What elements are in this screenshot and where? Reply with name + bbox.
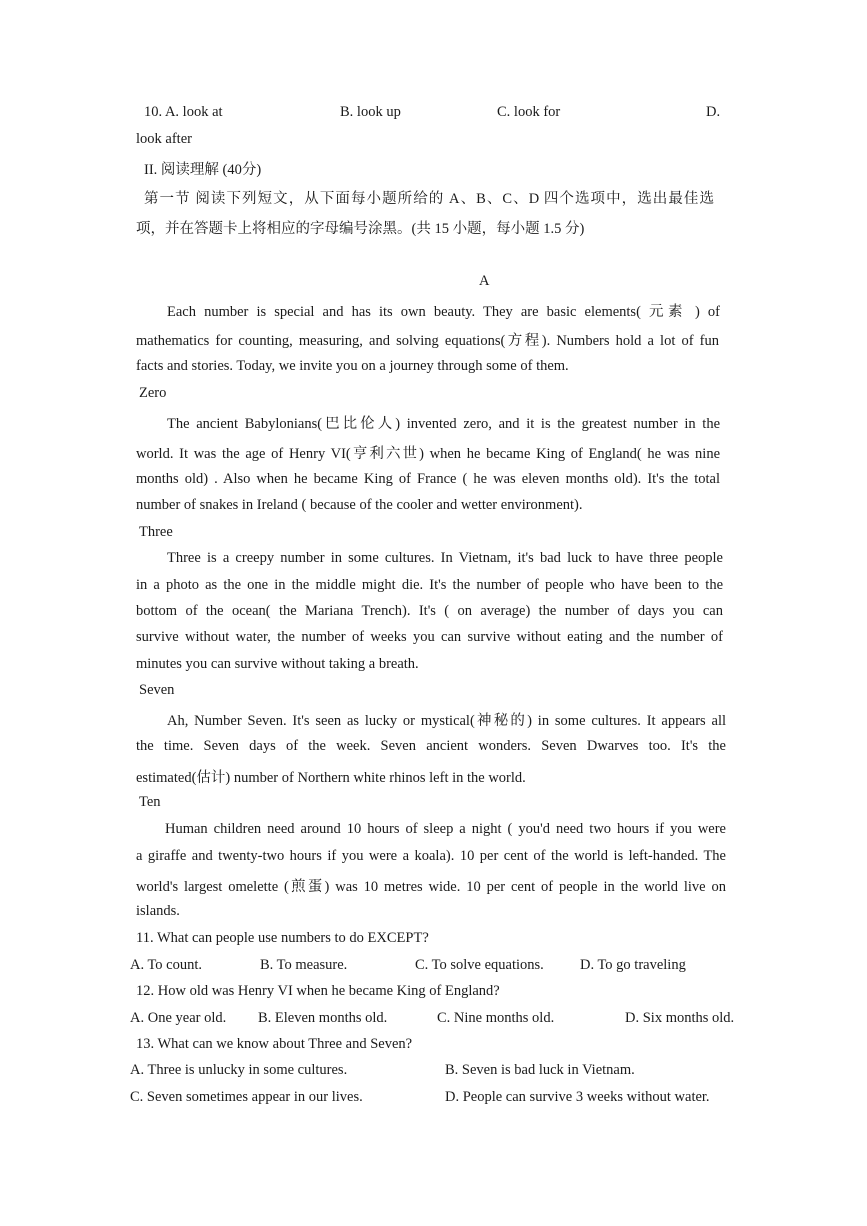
three-line-1: Three is a creepy number in some cultures. In Vietnam, it's bad luck to have three people: [167, 550, 723, 566]
section-instructions-2: 项，并在答题卡上将相应的字母编号涂黑。(共 15 小题，每小题 1.5 分): [136, 221, 585, 237]
zero-line-2: world. It was the age of Henry VI(亨利六世) when he became King of England( he was nine: [136, 446, 720, 462]
q11-option-c: C. To solve equations.: [415, 957, 544, 973]
q11-option-a: A. To count.: [130, 957, 203, 973]
q12-option-a: A. One year old.: [130, 1010, 227, 1026]
heading-ten: Ten: [139, 794, 161, 810]
ten-line-1: Human children need around 10 hours of sleep a night ( you'd need two hours if you were: [165, 821, 726, 837]
zero-line-3: months old) . Also when he became King of France ( he was eleven months old). It's the total: [136, 471, 720, 487]
q13-option-c: C. Seven sometimes appear in our lives.: [130, 1089, 363, 1105]
zero-line-1: The ancient Babylonians(巴比伦人) invented zero, and it is the greatest number in the: [167, 416, 720, 432]
seven-line-2: the time. Seven days of the week. Seven ancient wonders. Seven Dwarves too. It's the: [136, 738, 726, 754]
q11-option-d: D. To go traveling: [580, 957, 686, 973]
q10-option-d: D.: [706, 104, 721, 120]
three-line-4: survive without water, the number of weeks you can survive without eating and the number of: [136, 629, 723, 645]
seven-line-3: estimated(估计) number of Northern white rhinos left in the world.: [136, 770, 526, 786]
q10-option-a: 10. A. look at: [144, 104, 223, 120]
intro-line-1: Each number is special and has its own beauty. They are basic elements( 元素 ) of: [167, 304, 720, 320]
q12-option-c: C. Nine months old.: [437, 1010, 555, 1026]
q10-option-c: C. look for: [497, 104, 561, 120]
section-instructions-1: 第一节 阅读下列短文，从下面每小题所给的 A、B、C、D 四个选项中，选出最佳选: [144, 191, 714, 207]
passage-label: A: [479, 273, 490, 289]
q11-stem: 11. What can people use numbers to do EXCEPT?: [136, 930, 429, 946]
q10-option-d-cont: look after: [136, 131, 192, 147]
q11-option-b: B. To measure.: [260, 957, 348, 973]
q10-option-b: B. look up: [340, 104, 401, 120]
heading-three: Three: [139, 524, 173, 540]
intro-line-3: facts and stories. Today, we invite you on a journey through some of them.: [136, 358, 569, 374]
heading-seven: Seven: [139, 682, 175, 698]
q12-option-b: B. Eleven months old.: [258, 1010, 388, 1026]
seven-line-1: Ah, Number Seven. It's seen as lucky or mystical(神秘的) in some cultures. It appears all: [167, 713, 726, 729]
heading-zero: Zero: [139, 385, 167, 401]
q12-stem: 12. How old was Henry VI when he became King of England?: [136, 983, 500, 999]
q13-option-b: B. Seven is bad luck in Vietnam.: [445, 1062, 635, 1078]
q12-option-d: D. Six months old.: [625, 1010, 735, 1026]
q13-option-a: A. Three is unlucky in some cultures.: [130, 1062, 348, 1078]
three-line-2: in a photo as the one in the middle might die. It's the number of people who have been to the: [136, 577, 723, 593]
ten-line-2: a giraffe and twenty-two hours if you were a koala). 10 per cent of the world is left-handed. The: [136, 848, 726, 864]
q13-option-d: D. People can survive 3 weeks without water.: [445, 1089, 710, 1105]
section-title: II. 阅读理解 (40分): [144, 162, 262, 178]
intro-line-2: mathematics for counting, measuring, and solving equations(方程). Numbers hold a lot of fun: [136, 333, 719, 349]
zero-line-4: number of snakes in Ireland ( because of the cooler and wetter environment).: [136, 497, 583, 513]
three-line-3: bottom of the ocean( the Mariana Trench). It's ( on average) the number of days you can: [136, 603, 723, 619]
ten-line-3: world's largest omelette (煎蛋) was 10 metres wide. 10 per cent of people in the world live on: [136, 879, 726, 895]
three-line-5: minutes you can survive without taking a breath.: [136, 656, 419, 672]
q13-stem: 13. What can we know about Three and Seven?: [136, 1036, 413, 1052]
ten-line-4: islands.: [136, 903, 180, 919]
